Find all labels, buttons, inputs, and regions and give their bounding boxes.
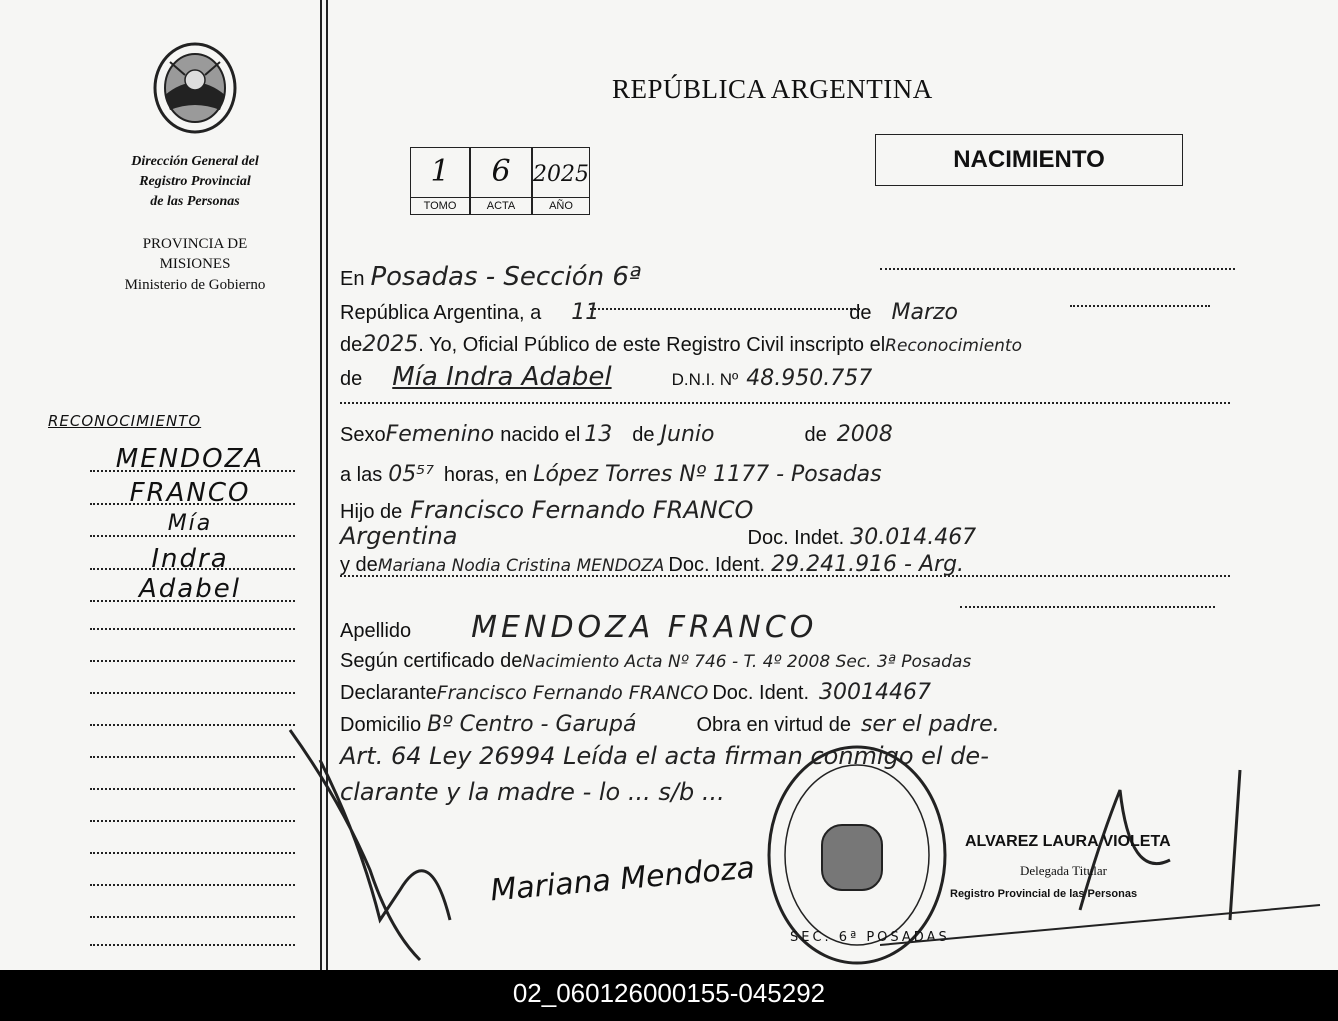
margin-dotted-line xyxy=(90,692,295,694)
acta-label: ACTA xyxy=(471,197,531,214)
ano-value: 2025 xyxy=(533,162,589,187)
official-org: Registro Provincial de las Personas xyxy=(950,888,1138,900)
label-nacido: nacido el xyxy=(500,424,581,446)
note-line-1: Art. 64 Ley 26994 Leída el acta firman conmigo el de- xyxy=(340,742,989,770)
act-type-box: NACIMIENTO xyxy=(875,134,1183,186)
form-line-birth xyxy=(340,422,893,447)
margin-line-3: Mía xyxy=(167,511,213,536)
official-name: ALVAREZ LAURA VIOLETA xyxy=(965,833,1171,850)
label-oficial: . Yo, Oficial Público de este Registro Civil inscripto el xyxy=(418,334,886,356)
form-line-mother xyxy=(340,552,964,577)
tomo-value: 1 xyxy=(430,154,450,189)
margin-line-1: MENDOZA xyxy=(115,444,265,474)
ministry-line: Ministerio de Gobierno xyxy=(124,277,266,293)
certificate-value: Nacimiento Acta Nº 746 - T. 4º 2008 Sec. 3ª Posadas xyxy=(522,652,972,672)
margin-heading: RECONOCIMIENTO xyxy=(48,412,202,430)
obra-value: ser el padre. xyxy=(860,712,1000,737)
direction-line-2: Registro Provincial xyxy=(139,174,251,189)
birth-day-value: 13 xyxy=(584,422,613,447)
form-line-father xyxy=(340,496,753,524)
label-republica: República Argentina, a xyxy=(340,302,542,324)
tomo-label: TOMO xyxy=(411,197,469,214)
margin-dotted-line xyxy=(90,600,295,602)
inscription-value: Reconocimiento xyxy=(885,336,1022,356)
stamp-subtext: SEC. 6ª POSADAS xyxy=(790,930,950,945)
form-line-certificate xyxy=(340,650,971,673)
republic-title: REPÚBLICA ARGENTINA xyxy=(612,74,933,104)
label-declarante: Declarante xyxy=(340,682,437,704)
dotted-line xyxy=(340,402,1230,404)
ano-label: AÑO xyxy=(533,197,589,214)
form-line-year xyxy=(340,332,1022,357)
margin-dotted-line xyxy=(90,756,295,758)
margin-dotted-line xyxy=(90,944,295,946)
form-line-name xyxy=(340,362,872,392)
dotted-line xyxy=(880,268,1235,270)
acta-value: 6 xyxy=(491,154,511,189)
margin-line-4: Indra xyxy=(151,544,229,574)
label-doc-indet: Doc. Indet. xyxy=(747,527,845,549)
month-value: Marzo xyxy=(891,300,959,325)
mother-value: Mariana Nodia Cristina MENDOZA xyxy=(377,556,665,576)
margin-dotted-line xyxy=(90,852,295,854)
birth-place-value: López Torres Nº 1177 - Posadas xyxy=(533,462,882,487)
dotted-line xyxy=(960,606,1215,608)
margin-dotted-line xyxy=(90,503,295,505)
surname-value: MENDOZA FRANCO xyxy=(471,610,818,645)
form-line-hour xyxy=(340,462,882,487)
margin-dotted-line xyxy=(90,568,295,570)
label-de-month: de xyxy=(849,302,872,324)
form-line-date xyxy=(340,300,958,325)
label-domicilio: Domicilio xyxy=(340,714,422,736)
margin-line-2: FRANCO xyxy=(129,478,251,508)
dni-value: 48.950.757 xyxy=(746,366,873,391)
father-value: Francisco Fernando FRANCO xyxy=(410,496,754,524)
label-sexo: Sexo xyxy=(340,424,386,446)
tomo-box xyxy=(410,147,470,215)
margin-dotted-line xyxy=(90,628,295,630)
label-certificado: Según certificado de xyxy=(340,650,523,672)
dotted-line xyxy=(1070,305,1210,307)
margin-dotted-line xyxy=(90,724,295,726)
margin-dotted-line xyxy=(90,535,295,537)
hour-value: 05⁵⁷ xyxy=(388,462,434,487)
declarant-value: Francisco Fernando FRANCO xyxy=(436,682,709,704)
sexo-value: Femenino xyxy=(385,422,495,447)
direction-line-1: Dirección General del xyxy=(131,154,259,169)
signature-scribble-icon xyxy=(280,720,700,970)
label-dni: D.N.I. Nº xyxy=(671,370,739,389)
declarant-doc-value: 30014467 xyxy=(819,680,932,705)
label-de-birth-year: de xyxy=(804,424,827,446)
day-value: 11 xyxy=(571,300,600,325)
mother-doc-value: 29.241.916 - Arg. xyxy=(771,552,965,577)
label-en: En xyxy=(340,268,365,290)
label-obra: Obra en virtud de xyxy=(696,714,851,736)
footer-code-bar: 02_060126000155-045292 xyxy=(0,970,1338,1021)
province-line-2: MISIONES xyxy=(159,256,231,272)
label-de-name: de xyxy=(340,368,363,390)
father-nationality-value: Argentina xyxy=(340,522,458,550)
father-doc-value: 30.014.467 xyxy=(850,525,977,550)
form-line-surname xyxy=(340,610,817,645)
label-a-las: a las xyxy=(340,464,383,486)
margin-dotted-line xyxy=(90,788,295,790)
acta-box xyxy=(470,147,532,215)
margin-dotted-line xyxy=(90,470,295,472)
label-apellido: Apellido xyxy=(340,620,412,642)
birth-month-value: Junio xyxy=(660,422,715,447)
margin-dotted-line xyxy=(90,660,295,662)
form-line-declarant xyxy=(340,680,931,705)
label-decl-doc: Doc. Ident. xyxy=(712,682,810,704)
label-doc-ident: Doc. Ident. xyxy=(668,554,766,576)
ano-box xyxy=(532,147,590,215)
label-hijo-de: Hijo de xyxy=(340,501,403,523)
child-name-value: Mía Indra Adabel xyxy=(392,362,612,392)
address-value: Bº Centro - Garupá xyxy=(427,712,637,737)
direction-line-3: de las Personas xyxy=(150,194,240,209)
provincial-seal-icon xyxy=(150,40,240,135)
label-y-de: y de xyxy=(340,554,378,576)
label-horas: horas, en xyxy=(443,464,528,486)
official-title: Delegada Titular xyxy=(1020,863,1108,878)
margin-dotted-line xyxy=(90,916,295,918)
margin-dotted-line xyxy=(90,820,295,822)
margin-dotted-line xyxy=(90,884,295,886)
margin-line-5: Adabel xyxy=(139,574,241,604)
label-de-birth: de xyxy=(632,424,655,446)
form-line-place xyxy=(340,262,641,292)
form-line-father-doc xyxy=(340,522,976,550)
diagonal-closing-line xyxy=(880,900,1330,950)
mother-signature: Mariana Mendoza xyxy=(488,850,757,909)
label-de-year: de xyxy=(340,334,363,356)
note-line-2: clarante y la madre - lo ... s/b ... xyxy=(340,778,725,806)
year-value: 2025 xyxy=(362,332,419,357)
province-line-1: PROVINCIA DE xyxy=(142,236,248,252)
place-value: Posadas - Sección 6ª xyxy=(370,262,642,292)
birth-year-value: 2008 xyxy=(836,422,893,447)
